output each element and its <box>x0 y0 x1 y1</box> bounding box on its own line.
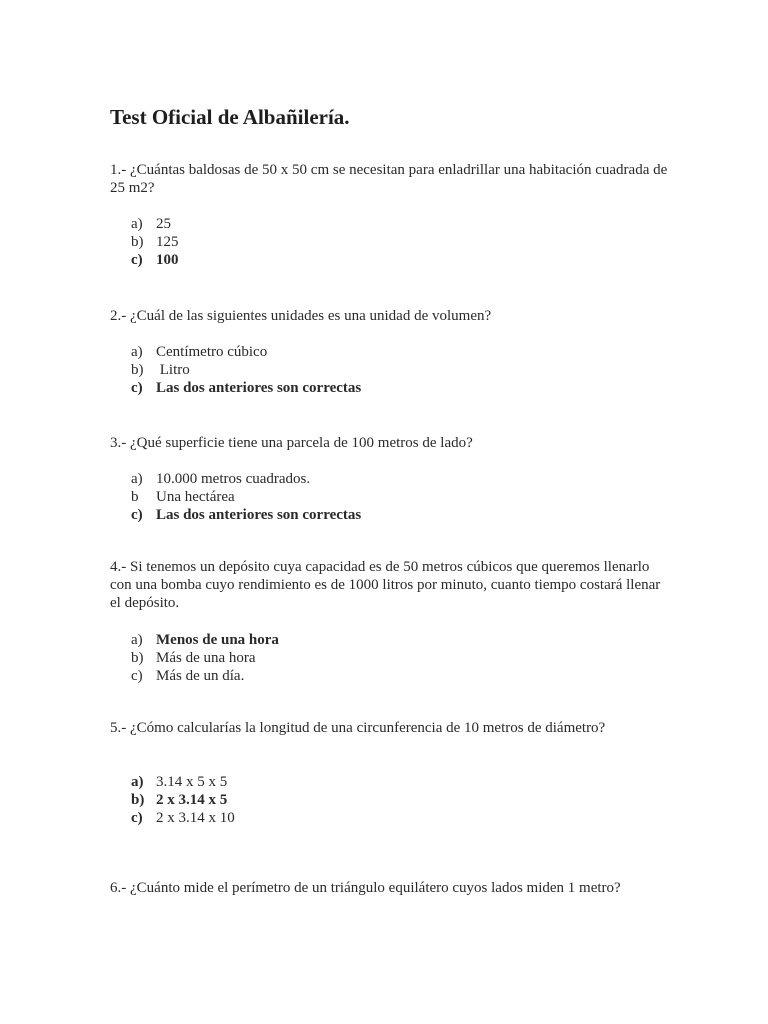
option-text: Más de un día. <box>156 668 245 684</box>
option-text: 125 <box>156 234 179 250</box>
document-title: Test Oficial de Albañilería. <box>110 105 350 129</box>
option-3b <box>131 488 361 506</box>
option-letter: c) <box>131 252 143 268</box>
option-letter: b <box>131 489 139 505</box>
option-letter: c) <box>131 380 143 396</box>
option-1c-correct <box>131 251 179 269</box>
option-3a <box>131 470 361 488</box>
question-4-text: 4.- Si tenemos un depósito cuya capacidad es de 50 metros cúbicos que queremos llenarlo con una bomba cuyo rendimiento es de 1000 litros por minuto, cuanto tiempo costará llenar el depósito. <box>110 559 661 611</box>
option-letter: c) <box>131 668 143 684</box>
option-text: 3.14 x 5 x 5 <box>156 774 228 790</box>
option-text: 25 <box>156 216 171 232</box>
option-5c <box>131 809 235 827</box>
option-text: Litro <box>156 362 190 378</box>
question-4-options <box>131 631 279 685</box>
option-letter: a) <box>131 774 144 790</box>
option-text: 2 x 3.14 x 5 <box>156 792 228 808</box>
question-5-text: 5.- ¿Cómo calcularías la longitud de una circunferencia de 10 metros de diámetro? <box>110 720 606 736</box>
option-letter: b) <box>131 792 145 808</box>
option-letter: b) <box>131 362 144 378</box>
option-text: Una hectárea <box>156 489 235 505</box>
option-letter: a) <box>131 216 143 232</box>
option-letter: c) <box>131 810 143 826</box>
option-2a <box>131 343 361 361</box>
option-text: Más de una hora <box>156 650 256 666</box>
option-3c-correct <box>131 506 361 524</box>
option-letter: a) <box>131 344 143 360</box>
option-5b-correct <box>131 791 235 809</box>
option-4c <box>131 667 279 685</box>
question-1-options <box>131 215 179 269</box>
option-text: Menos de una hora <box>156 632 279 648</box>
option-2b <box>131 361 361 379</box>
question-1-text: 1.- ¿Cuántas baldosas de 50 x 50 cm se necesitan para enladrillar una habitación cuadrada de 25 m2? <box>110 162 668 196</box>
option-text: Las dos anteriores son correctas <box>156 380 362 396</box>
option-1a <box>131 215 179 233</box>
option-letter: a) <box>131 632 143 648</box>
question-5-options <box>131 773 235 827</box>
option-1b <box>131 233 179 251</box>
option-letter: c) <box>131 507 143 523</box>
question-2-options <box>131 343 361 397</box>
question-2-text: 2.- ¿Cuál de las siguientes unidades es una unidad de volumen? <box>110 308 492 324</box>
option-text: 100 <box>156 252 179 268</box>
option-text: Las dos anteriores son correctas <box>156 507 362 523</box>
option-2c-correct <box>131 379 361 397</box>
option-text: 10.000 metros cuadrados. <box>156 471 311 487</box>
option-4b <box>131 649 279 667</box>
question-3-options <box>131 470 361 524</box>
option-text: 2 x 3.14 x 10 <box>156 810 235 826</box>
option-letter: b) <box>131 234 144 250</box>
question-6-text: 6.- ¿Cuánto mide el perímetro de un triángulo equilátero cuyos lados miden 1 metro? <box>110 880 621 896</box>
question-3-text: 3.- ¿Qué superficie tiene una parcela de 100 metros de lado? <box>110 435 473 451</box>
option-letter: a) <box>131 471 143 487</box>
option-5a <box>131 773 235 791</box>
option-letter: b) <box>131 650 144 666</box>
option-text: Centímetro cúbico <box>156 344 268 360</box>
option-4a-correct <box>131 631 279 649</box>
